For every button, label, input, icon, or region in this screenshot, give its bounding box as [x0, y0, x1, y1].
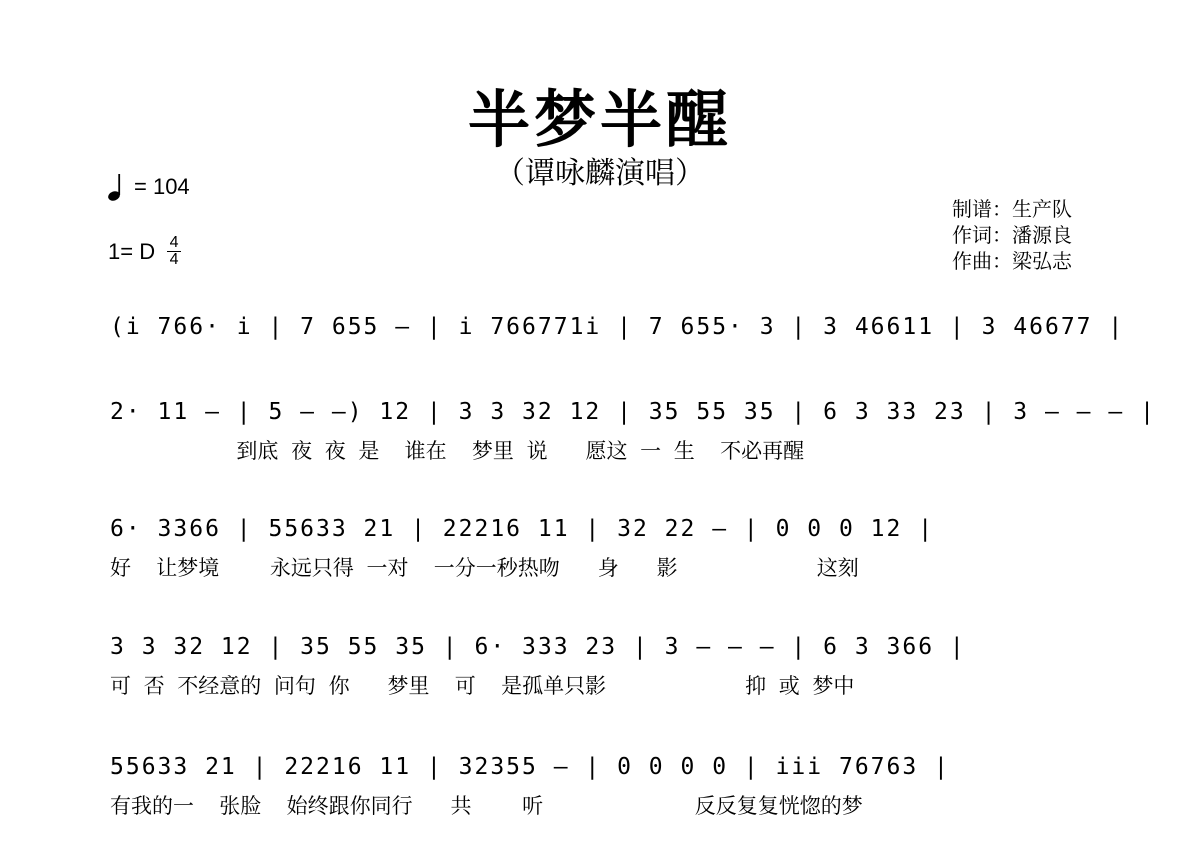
lyrics-line: 好 让梦境 永远只得 一对 一分一秒热吻 身 影 这刻 [110, 556, 859, 580]
quarter-note-icon [108, 172, 124, 202]
credit-lyrics: 作词：潘源良 [952, 223, 1072, 247]
score-row-3 [110, 507, 1100, 585]
key-signature [108, 235, 181, 268]
lyrics-line: 到底 夜 夜 是 谁在 梦里 说 愿这 一 生 不必再醒 [110, 439, 805, 463]
key-label: 1= D [108, 238, 156, 264]
time-signature-bottom: 4 [169, 251, 179, 268]
credit-music: 作曲：梁弘志 [952, 249, 1072, 273]
score-title: 半梦半醒 [467, 83, 732, 156]
notation-line: 2· 11 – | 5 – –) 12 | 3 3 32 12 | 35 55 35 | 6 3 33 23 | 3 – – – | [110, 399, 1156, 425]
credits-block [952, 196, 1072, 274]
tempo-marking [108, 172, 190, 202]
score-row-4 [110, 625, 1100, 703]
time-signature-top: 4 [169, 234, 179, 251]
score-row-5 [110, 745, 1100, 823]
notation-line: (i 766· i | 7 655 – | i 766771i | 7 655· 3 | 3 46611 | 3 46677 | [110, 314, 1125, 340]
lyrics-line: 可 否 不经意的 问句 你 梦里 可 是孤单只影 抑 或 梦中 [110, 674, 855, 698]
notation-line: 6· 3366 | 55633 21 | 22216 11 | 32 22 – | 0 0 0 12 | [110, 516, 935, 542]
performer-subtitle: （谭咏麟演唱） [495, 156, 705, 191]
credit-notation: 制谱：生产队 [952, 197, 1072, 221]
notation-line: 55633 21 | 22216 11 | 32355 – | 0 0 0 0 | iii 76763 | [110, 754, 950, 780]
tempo-value: = 104 [134, 174, 190, 199]
score-row-1 [110, 305, 1125, 383]
lyrics-line [110, 349, 1100, 383]
lyrics-line: 有我的一 张脸 始终跟你同行 共 听 反反复复恍惚的梦 [110, 794, 863, 818]
time-signature [167, 235, 181, 268]
notation-line: 3 3 32 12 | 35 55 35 | 6· 333 23 | 3 – – – | 6 3 366 | [110, 634, 966, 660]
score-row-2 [110, 390, 1156, 468]
